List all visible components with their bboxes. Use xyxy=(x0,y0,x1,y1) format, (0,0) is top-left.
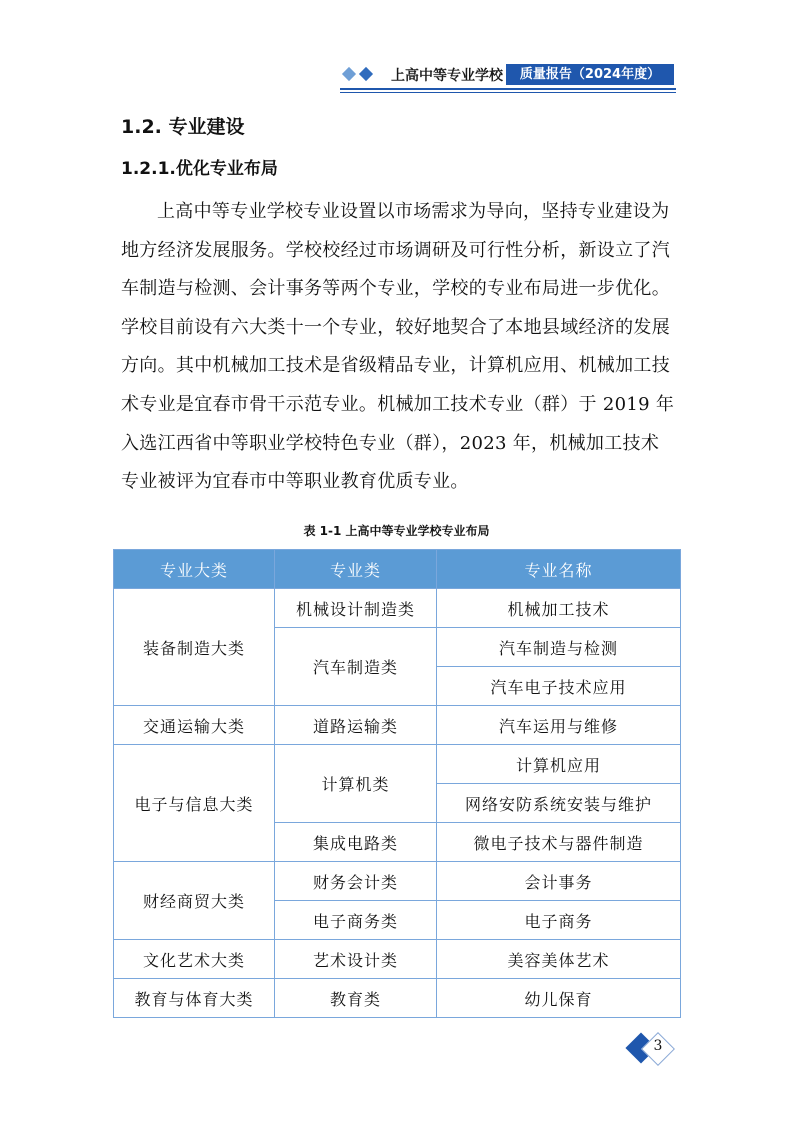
header-rule xyxy=(340,88,676,90)
class-cell: 电子商务类 xyxy=(275,901,437,940)
major-cell: 微电子技术与器件制造 xyxy=(437,823,681,862)
header-school-name: 上高中等专业学校 xyxy=(391,68,503,84)
page-number: 3 xyxy=(653,1038,663,1054)
table-caption: 表 1-1 上高中等专业学校专业布局 xyxy=(303,524,490,538)
table-header-row xyxy=(114,550,681,589)
section-heading: 1.2. 专业建设 xyxy=(121,116,245,138)
page-number-badge xyxy=(625,1030,677,1066)
class-cell: 机械设计制造类 xyxy=(275,589,437,628)
major-cell: 电子商务 xyxy=(437,901,681,940)
header-cell-major: 专业名称 xyxy=(437,550,681,589)
category-cell: 文化艺术大类 xyxy=(114,940,275,979)
class-cell: 集成电路类 xyxy=(275,823,437,862)
class-cell: 计算机类 xyxy=(275,745,437,823)
major-cell: 汽车运用与维修 xyxy=(437,706,681,745)
major-layout-table xyxy=(113,549,681,1018)
category-cell: 装备制造大类 xyxy=(114,589,275,706)
paragraph-line: 入选江西省中等职业学校特色专业（群），2023 年，机械加工技术 xyxy=(121,432,660,454)
category-cell: 财经商贸大类 xyxy=(114,862,275,940)
class-cell: 汽车制造类 xyxy=(275,628,437,706)
table-row xyxy=(114,745,681,784)
class-cell: 道路运输类 xyxy=(275,706,437,745)
major-cell: 计算机应用 xyxy=(437,745,681,784)
major-cell: 网络安防系统安装与维护 xyxy=(437,784,681,823)
diamond-light-icon xyxy=(342,67,356,81)
paragraph-line: 车制造与检测、会计事务等两个专业，学校的专业布局进一步优化。 xyxy=(121,278,670,300)
body-paragraph xyxy=(121,193,674,502)
header-report-title: 质量报告（2024年度） xyxy=(506,64,674,85)
major-cell: 会计事务 xyxy=(437,862,681,901)
major-cell: 汽车电子技术应用 xyxy=(437,667,681,706)
paragraph-line: 地方经济发展服务。学校校经过市场调研及可行性分析，新设立了汽 xyxy=(121,239,670,261)
class-cell: 艺术设计类 xyxy=(275,940,437,979)
table-row xyxy=(114,589,681,628)
class-cell: 财务会计类 xyxy=(275,862,437,901)
major-cell: 美容美体艺术 xyxy=(437,940,681,979)
page-header xyxy=(340,64,676,92)
table-row xyxy=(114,979,681,1018)
paragraph-line: 专业被评为宜春市中等职业教育优质专业。 xyxy=(121,471,469,493)
major-cell: 幼儿保育 xyxy=(437,979,681,1018)
major-cell: 机械加工技术 xyxy=(437,589,681,628)
diamond-dark-icon xyxy=(359,67,373,81)
header-cell-class: 专业类 xyxy=(275,550,437,589)
paragraph-line: 方向。其中机械加工技术是省级精品专业，计算机应用、机械加工技 xyxy=(121,355,670,377)
major-cell: 汽车制造与检测 xyxy=(437,628,681,667)
category-cell: 教育与体育大类 xyxy=(114,979,275,1018)
class-cell: 教育类 xyxy=(275,979,437,1018)
category-cell: 电子与信息大类 xyxy=(114,745,275,862)
subsection-heading: 1.2.1.优化专业布局 xyxy=(121,159,278,179)
table-row xyxy=(114,940,681,979)
paragraph-line: 术专业是宜春市骨干示范专业。机械加工技术专业（群）于 2019 年 xyxy=(121,393,675,415)
table-row xyxy=(114,862,681,901)
paragraph-line: 上高中等专业学校专业设置以市场需求为导向，坚持专业建设为 xyxy=(157,201,670,222)
category-cell: 交通运输大类 xyxy=(114,706,275,745)
paragraph-line: 学校目前设有六大类十一个专业，较好地契合了本地县域经济的发展 xyxy=(121,316,670,338)
table-row xyxy=(114,706,681,745)
header-rule-thin xyxy=(340,92,676,93)
header-cell-category: 专业大类 xyxy=(114,550,275,589)
